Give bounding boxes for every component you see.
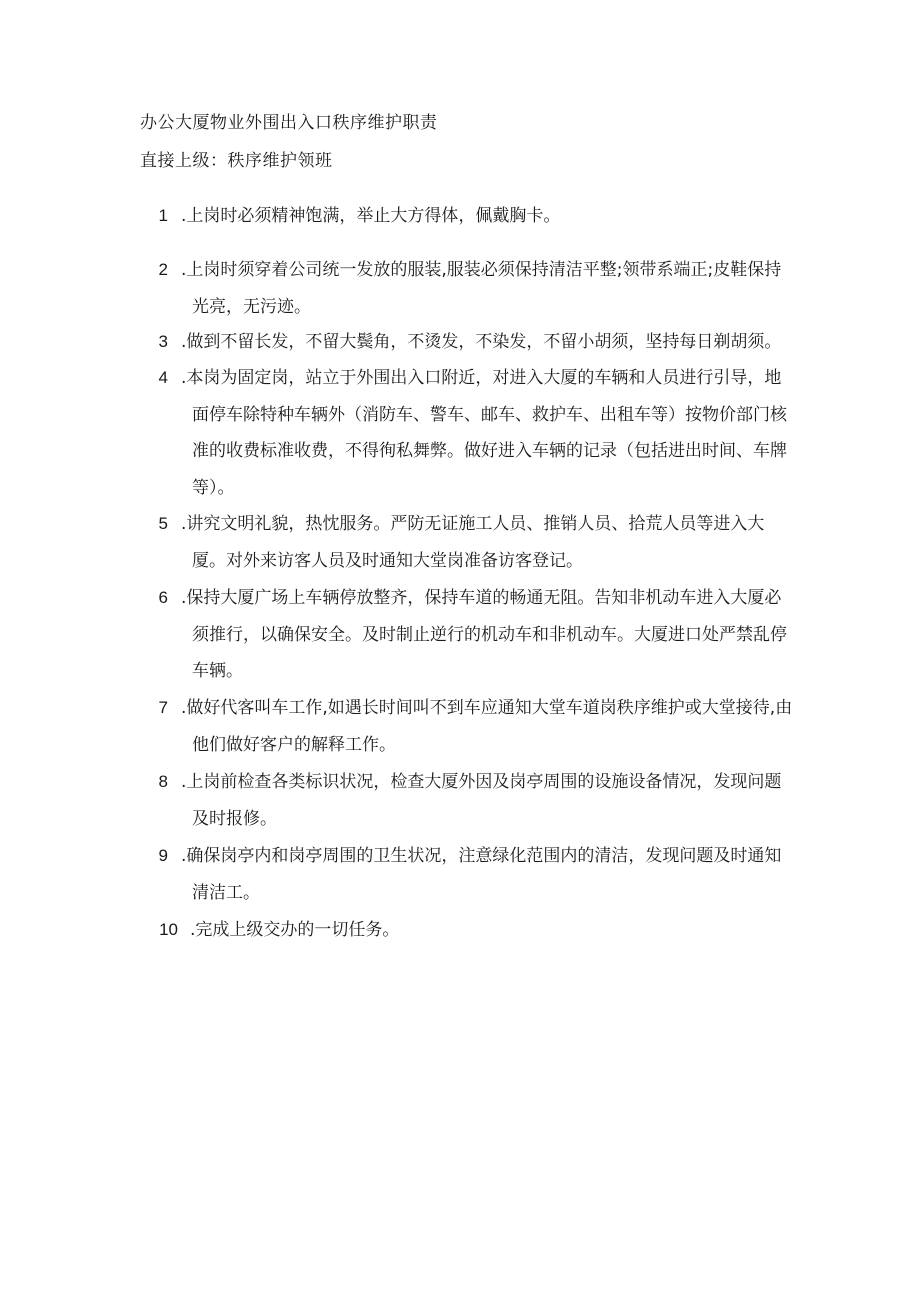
duty-text: .本岗为固定岗，站立于外围出入口附近，对进入大厦的车辆和人员进行引导，地面停车除特种车辆外（消防车、警车、邮车、救护车、出租车等）按物价部门核准的收费标准收费，不得徇私舞弊。做好进入车辆的记录（包括进出时间、车牌等）。	[181, 368, 787, 498]
duty-number: 5	[158, 514, 168, 533]
duty-text: .做好代客叫车工作,如遇长时间叫不到车应通知大堂车道岗秩序维护或大堂接待,由他们做好客户的解释工作。	[181, 698, 793, 755]
duty-text: .上岗时须穿着公司统一发放的服装,服装必须保持清洁平整;领带系端正;皮鞋保持光亮，无污迹。	[181, 260, 782, 317]
duty-number: 4	[158, 368, 168, 387]
duty-number: 2	[158, 260, 168, 279]
duty-number: 1	[158, 206, 168, 225]
duty-number: 7	[158, 698, 168, 717]
document-title: 办公大厦物业外围出入口秩序维护职责	[140, 113, 438, 133]
duty-number: 6	[158, 588, 168, 607]
direct-supervisor: 直接上级：秩序维护领班	[140, 151, 333, 171]
duty-text: .做到不留长发，不留大鬓角，不烫发，不染发，不留小胡须，坚持每日剃胡须。	[181, 332, 782, 352]
duty-text: .确保岗亭内和岗亭周围的卫生状况，注意绿化范围内的清洁，发现问题及时通知清洁工。	[181, 846, 782, 903]
duty-text: .上岗时必须精神饱满，举止大方得体，佩戴胸卡。	[181, 206, 561, 226]
duty-number: 10	[159, 920, 178, 939]
duty-number: 8	[158, 772, 168, 791]
duty-text: .完成上级交办的一切任务。	[190, 920, 400, 940]
duty-number: 9	[158, 846, 168, 865]
duty-number: 3	[158, 332, 168, 351]
duty-text: .讲究文明礼貌，热忱服务。严防无证施工人员、推销人员、拾荒人员等进入大厦。对外来访客人员及时通知大堂岗准备访客登记。	[181, 514, 765, 571]
duty-text: .保持大厦广场上车辆停放整齐，保持车道的畅通无阻。告知非机动车进入大厦必须推行，以确保安全。及时制止逆行的机动车和非机动车。大厦进口处严禁乱停车辆。	[181, 588, 787, 681]
duty-text: .上岗前检查各类标识状况，检查大厦外因及岗亭周围的设施设备情况，发现问题及时报修。	[181, 772, 782, 829]
